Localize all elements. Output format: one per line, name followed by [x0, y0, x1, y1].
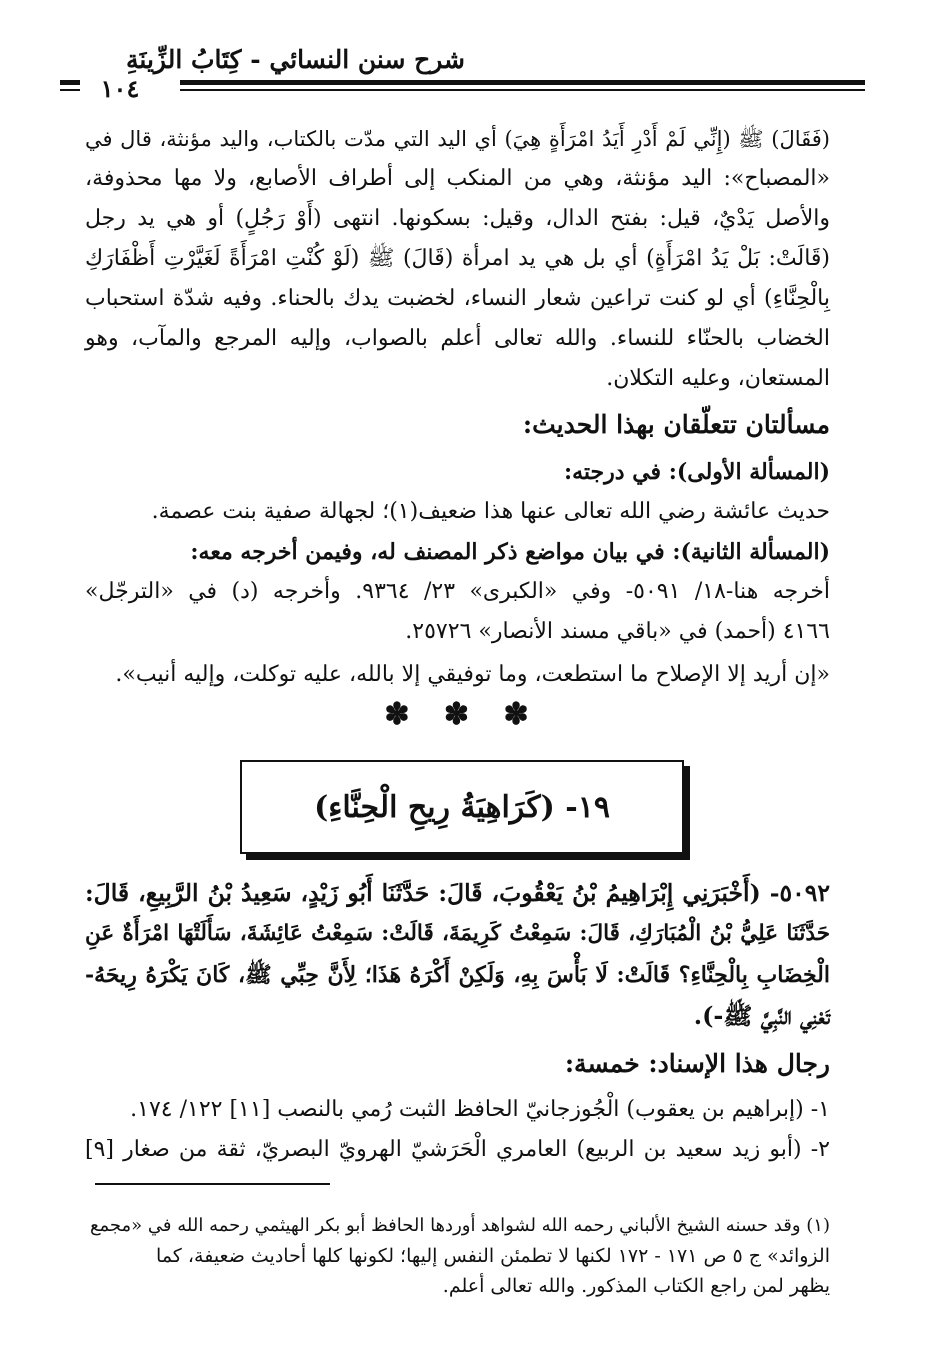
issue2-line: ٤١٦٦ (أحمد) في «باقي مسند الأنصار» ٢٥٧٢٦.: [405, 619, 830, 644]
header-rule-thick: [180, 80, 865, 85]
hadith-line: تَعْنِي النَّبِيَّ ﷺ-).: [693, 1001, 830, 1030]
chapter-title-box: [240, 760, 684, 854]
running-title: شرح سنن النسائي - كِتَابُ الزِّينَةِ: [126, 45, 465, 74]
body-line: الخضاب بالحنّاء للنساء. والله تعالى أعلم بالصواب، وإليه المرجع والمآب، وهو: [85, 326, 830, 351]
body-line: (فَقَالَ) ﷺ (إِنِّي لَمْ أَدْرِ أَيَدُ امْرَأَةٍ هِيَ) أي اليد التي مدّت بالكتاب، واليد مؤنثة، قال في: [85, 127, 830, 151]
chapter-title: ١٩- (كَرَاهِيَةُ رِيحِ الْحِنَّاءِ): [314, 789, 610, 825]
header-rule-left: [60, 80, 80, 85]
body-line: «المصباح»: اليد مؤنثة، وهي من المنكب إلى أطراف الأصابع، ولا مها محذوفة،: [85, 166, 830, 191]
footnote-line: الزوائد» ج ٥ ص ١٧١ - ١٧٢ لكنها لا تطمئن النفس إليها؛ لكونها كلها أحاديث ضعيفة، كما: [156, 1245, 830, 1267]
hadith-line: ٥٠٩٢- (أَخْبَرَنِي إِبْرَاهِيمُ بْنُ يَعْقُوبَ، قَالَ: حَدَّثَنَا أَبُو زَيْدٍ، سَعِيدُ بْنُ الرَّبِيعِ، قَالَ:: [85, 879, 830, 907]
section-heading: مسألتان تتعلّقان بهذا الحديث:: [522, 410, 830, 439]
body-line: (قَالَتْ: بَلْ يَدُ امْرَأَةٍ) أي بل هي يد امرأة (قَالَ) ﷺ (لَوْ كُنْتِ امْرَأَةً لَغَيَّرْتِ أَظْفَارَكِ: [85, 246, 830, 271]
body-line: والأصل يَدْيٌ، قيل: بفتح الدال، وقيل: بسكونها. انتهى (أَوْ رَجُلٍ) أو هي يد رجل: [85, 206, 830, 231]
issue2-heading: (المسألة الثانية): في بيان مواضع ذكر المصنف له، وفيمن أخرجه معه:: [190, 539, 830, 565]
issue1-heading: (المسألة الأولى): في درجته:: [563, 459, 830, 485]
narrator-item: ٢- (أبو زيد سعيد بن الربيع) العامري الْحَرَشيّ الهرويّ البصريّ، ثقة من صغار [٩]: [85, 1137, 830, 1162]
body-line: المستعان، وعليه التكلان.: [606, 366, 830, 391]
issue2-line: أخرجه هنا-١٨/ ٥٠٩١- وفي «الكبرى» ٢٣/ ٩٣٦٤. وأخرجه (د) في «الترجّل»: [85, 579, 830, 604]
hadith-line: الْخِضَابِ بِالْحِنَّاءِ؟ قَالَتْ: لَا بَأْسَ بِهِ، وَلَكِنْ أَكْرَهُ هَذَا؛ لِأَنَّ حِبِّي ﷺ، كَانَ يَكْرَهُ رِيحَهُ-: [85, 962, 830, 988]
footnote-rule: [95, 1183, 330, 1185]
narrator-item: ١- (إبراهيم بن يعقوب) الْجُوزجانيّ الحافظ الثبت رُمي بالنصب [١١] ١٢٢/ ١٧٤.: [130, 1097, 830, 1122]
footnote-line: (١) وقد حسنه الشيخ الألباني رحمه الله لشواهد أوردها الحافظ أبو بكر الهيثمي رحمه الله في «مجمع: [89, 1215, 830, 1236]
closing-line: «إن أريد إلا الإصلاح ما استطعت، وما توفيقي إلا بالله، عليه توكلت، وإليه أنيب».: [115, 662, 830, 687]
footnote-line: يظهر لمن راجع الكتاب المذكور. والله تعالى أعلم.: [442, 1275, 830, 1297]
hadith-line: حَدَّثَنَا عَلِيُّ بْنُ الْمُبَارَكِ، قَالَ: سَمِعْتُ كَرِيمَةَ، قَالَتْ: سَمِعْتُ عَائِشَةَ، سَأَلَتْهَا امْرَأَةٌ عَنِ: [85, 921, 830, 946]
body-line: بِالْحِنَّاءِ) أي لو كنت تراعين شعار النساء، لخضبت يدك بالحناء. وفيه شدّة استحباب: [85, 286, 830, 311]
narrators-heading: رجال هذا الإسناد: خمسة:: [564, 1049, 830, 1078]
header-rule-left-thin: [60, 89, 80, 91]
issue1-text: حديث عائشة رضي الله تعالى عنها هذا ضعيف(١)؛ لجهالة صفية بنت عصمة.: [151, 499, 830, 524]
header-rule-thin: [180, 89, 865, 91]
separator-stars: ✽ ✽ ✽: [384, 697, 541, 732]
page-number: ١٠٤: [100, 74, 140, 103]
